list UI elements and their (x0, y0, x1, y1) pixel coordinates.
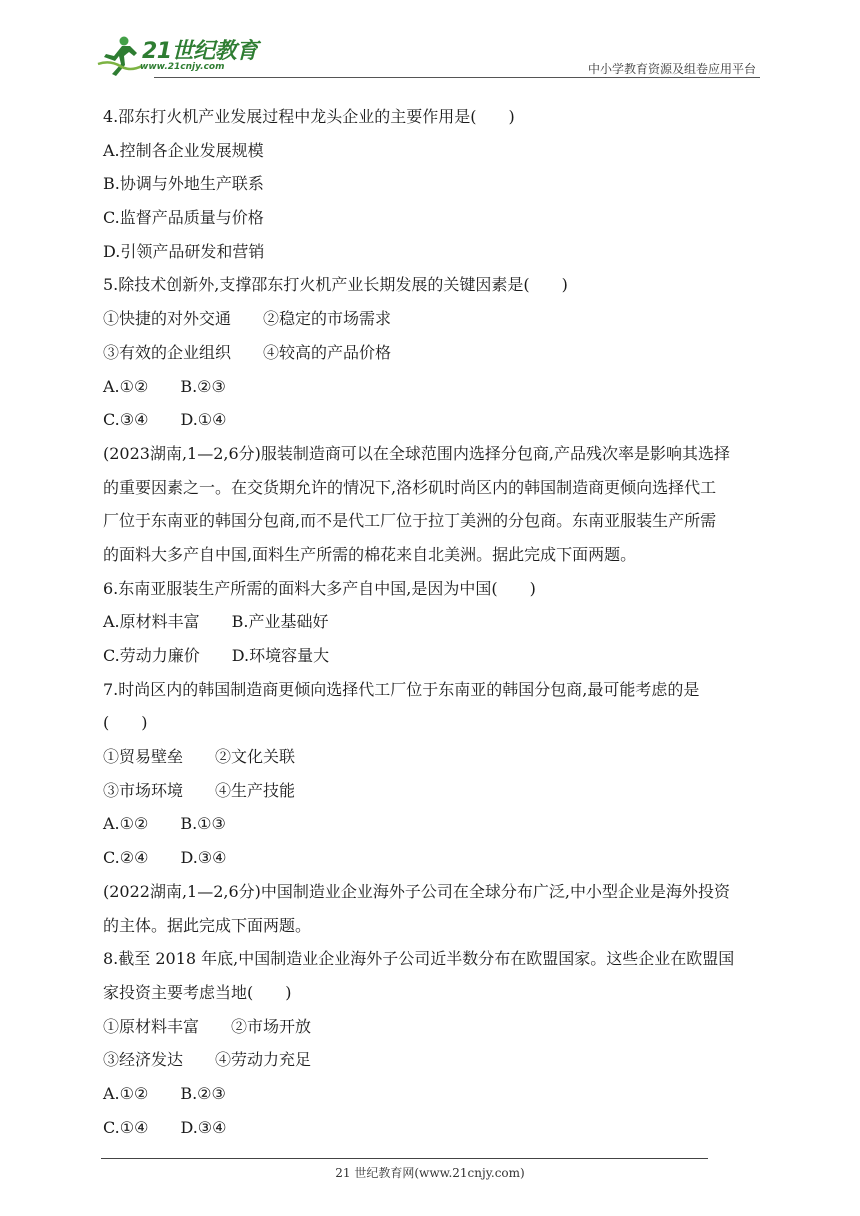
option-line: ①快捷的对外交通 ②稳定的市场需求 (103, 309, 392, 329)
text-line: (2022湖南,1—2,6分)中国制造业企业海外子公司在全球分布广泛,中小型企业是海外投资 (103, 881, 731, 901)
text-line: 7.时尚区内的韩国制造商更倾向选择代工厂位于东南亚的韩国分包商,最可能考虑的是 (103, 679, 700, 699)
option-line: ①原材料丰富 ②市场开放 (103, 1016, 312, 1036)
option-line: A.①② B.②③ (103, 1083, 226, 1103)
option-line: A.原材料丰富 B.产业基础好 (103, 612, 329, 632)
option-line: C.监督产品质量与价格 (103, 208, 264, 228)
option-line: C.劳动力廉价 D.环境容量大 (103, 646, 330, 665)
option-line: ③市场环境 ④生产技能 (103, 780, 296, 800)
text-line: ( ) (103, 713, 148, 733)
text-line: 的重要因素之一。在交货期允许的情况下,洛杉矶时尚区内的韩国制造商更倾向选择代工 (103, 477, 717, 497)
header-divider (154, 77, 760, 78)
text-line: 4.邵东打火机产业发展过程中龙头企业的主要作用是( ) (103, 107, 515, 126)
header-tagline: 中小学教育资源及组卷应用平台 (587, 62, 756, 76)
site-logo[interactable] (96, 34, 266, 78)
option-line: C.②④ D.③④ (103, 848, 227, 868)
option-line: D.引领产品研发和营销 (103, 241, 265, 261)
option-line: ①贸易壁垒 ②文化关联 (103, 747, 296, 767)
text-line: 6.东南亚服装生产所需的面料大多产自中国,是因为中国( ) (103, 578, 536, 598)
option-line: B.协调与外地生产联系 (103, 174, 264, 194)
text-line: 5.除技术创新外,支撑邵东打火机产业长期发展的关键因素是( ) (103, 275, 568, 295)
text-line: 8.截至 2018 年底,中国制造业企业海外子公司近半数分布在欧盟国家。这些企业在欧盟国 (103, 949, 735, 969)
question-content (103, 100, 763, 1144)
option-line: C.③④ D.①④ (103, 410, 227, 430)
option-line: A.①② B.②③ (103, 376, 226, 396)
option-line: A.控制各企业发展规模 (103, 140, 264, 160)
text-line: 家投资主要考虑当地( ) (103, 982, 292, 1002)
option-line: ③经济发达 ④劳动力充足 (103, 1050, 312, 1070)
footer-text: 21 世纪教育网(www.21cnjy.com) (335, 1166, 525, 1180)
footer-divider (101, 1158, 708, 1159)
page-header (96, 34, 760, 80)
text-line: 厂位于东南亚的韩国分包商,而不是代工厂位于拉丁美洲的分包商。东南亚服装生产所需 (103, 511, 717, 531)
option-line: ③有效的企业组织 ④较高的产品价格 (103, 342, 392, 362)
runner-icon (96, 34, 144, 78)
option-line: A.①② B.①③ (103, 814, 226, 834)
logo-title: 21世纪教育 (142, 39, 258, 64)
text-line: 的面料大多产自中国,面料生产所需的棉花来自北美洲。据此完成下面两题。 (103, 544, 637, 564)
text-line: 的主体。据此完成下面两题。 (103, 915, 312, 935)
logo-url: www.21cnjy.com (140, 62, 225, 72)
option-line: C.①④ D.③④ (103, 1117, 227, 1137)
text-line: (2023湖南,1—2,6分)服装制造商可以在全球范围内选择分包商,产品残次率是影响其选择 (103, 443, 731, 463)
